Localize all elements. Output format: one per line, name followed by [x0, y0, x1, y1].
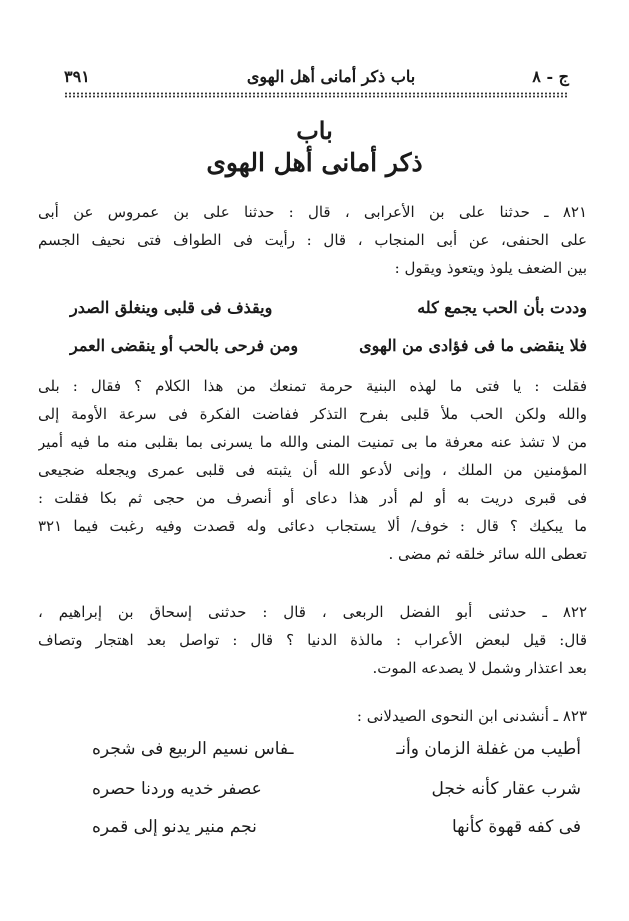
running-header	[64, 62, 569, 90]
text-line: تعطى الله سائر خلقه ثم مضى .	[388, 545, 587, 563]
page-number: ٣٩١	[64, 66, 90, 86]
text-line: بعد اعتذار وشمل لا يصدعه الموت.	[372, 659, 587, 677]
paragraph-823	[38, 702, 587, 730]
text-line: والله ولكن الحب ملأ قلبى بفرح التذكر ففاضت الفكرة فى سرعة الأومة إلى	[38, 405, 587, 423]
verse-second-hemistich: ويقذف فى قلبى وينغلق الصدر	[70, 297, 273, 317]
verse-line	[92, 734, 581, 764]
verse-first-hemistich: أطيب من غفلة الزمان وأنـ	[396, 739, 581, 759]
paragraph-821	[38, 198, 587, 282]
text-line: ٨٢٣ ـ أنشدنى ابن النحوى الصيدلانى :	[356, 707, 587, 725]
text-line: من لا تشذ عنه معرفة ما بى تمنيت المنى والله ما يسرنى بما بقلبى منه ما فيه أمير	[38, 433, 587, 451]
verse-first-hemistich: فى كفه قهوة كأنها	[452, 817, 581, 837]
volume-label: ج - ٨	[532, 66, 569, 86]
text-line: المؤمنين من الملك ، وإنى لأدعو الله أن يثبته فى قلبى عمرى ويجعله ضجيعى	[38, 461, 587, 479]
verse-line	[70, 292, 587, 322]
paragraph-822	[38, 598, 587, 682]
text-line: على الحنفى، عن أبى المنجاب ، قال : رأيت فى الطواف فتى نحيف الجسم	[38, 231, 587, 249]
text-line: قال: قيل لبعض الأعراب : مالذة الدنيا ؟ قال : تواصل بعد اهتجار وتصاف	[38, 631, 587, 649]
verse-second-hemistich: ومن فرحى بالحب أو ينقضى العمر	[70, 335, 299, 355]
text-line: بين الضعف يلوذ ويتعوذ ويقول :	[394, 259, 587, 277]
chapter-title: ذكر أمانى أهل الهوى	[206, 148, 423, 177]
verse-line	[70, 330, 587, 360]
text-line: فقلت : يا فتى ما لهذه البنية حرمة تمنعك من هذا الكلام ؟ فقال : بلى	[38, 377, 587, 395]
verse-second-hemistich: نجم منير يدنو إلى قمره	[92, 817, 257, 837]
verse-first-hemistich: فلا ينقضى ما فى فؤادى من الهوى	[359, 335, 587, 355]
verse-first-hemistich: شرب عقار كأنه خجل	[431, 779, 581, 799]
header-divider	[64, 92, 569, 98]
running-title: باب ذكر أمانى أهل الهوى	[246, 66, 416, 86]
text-line: ما يبكيك ؟ قال : خوف/ ألا يستجاب دعائى وله قصدت وفيه رغبت فيما ٣٢١	[38, 517, 587, 535]
text-line: ٨٢٢ ـ حدثنى أبو الفضل الربعى ، قال : حدثنى إسحاق بن إبراهيم ،	[38, 603, 587, 621]
paragraph-821-continued	[38, 372, 587, 568]
verse-line	[92, 812, 581, 842]
verse-second-hemistich: ـفاس نسيم الربيع فى شجره	[92, 739, 294, 759]
verse-first-hemistich: وددت بأن الحب يجمع كله	[417, 297, 587, 317]
chapter-label: باب	[296, 116, 333, 145]
text-line: ٨٢١ ـ حدثنا على بن الأعرابى ، قال : حدثنا على بن عمروس عن أبى	[38, 203, 587, 221]
verse-line	[92, 774, 581, 804]
verse-second-hemistich: عصفر خديه وردنا حصره	[92, 779, 262, 799]
text-line: فى قبرى دريت به أو لم أدر هذا دعاى أو أنصرف من حجى ثم بكا فقلت :	[38, 489, 587, 507]
